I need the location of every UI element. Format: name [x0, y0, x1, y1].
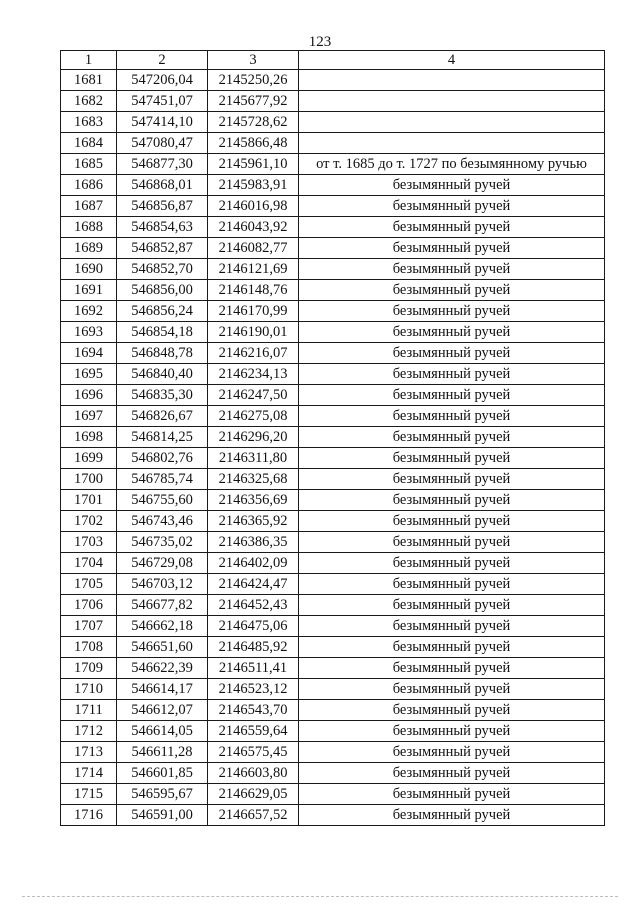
page-number: 123: [308, 34, 332, 50]
point-number-cell: 1690: [61, 259, 117, 280]
point-number-cell: 1687: [61, 196, 117, 217]
table-row: [61, 364, 605, 385]
x-coordinate-cell: 546703,12: [117, 574, 208, 595]
description-cell: безымянный ручей: [299, 805, 605, 826]
point-number-cell: 1705: [61, 574, 117, 595]
table-row: [61, 70, 605, 91]
x-coordinate-cell: 546814,25: [117, 427, 208, 448]
table-row: [61, 805, 605, 826]
x-coordinate-cell: 546735,02: [117, 532, 208, 553]
y-coordinate-cell: 2146234,13: [208, 364, 299, 385]
x-coordinate-cell: 546854,63: [117, 217, 208, 238]
description-cell: безымянный ручей: [299, 616, 605, 637]
table-header: [61, 51, 605, 70]
table-row: [61, 175, 605, 196]
y-coordinate-cell: 2146424,47: [208, 574, 299, 595]
x-coordinate-cell: 546852,70: [117, 259, 208, 280]
description-cell: безымянный ручей: [299, 721, 605, 742]
table-row: [61, 343, 605, 364]
coordinates-table: [60, 50, 605, 826]
point-number-cell: 1693: [61, 322, 117, 343]
table-row: [61, 532, 605, 553]
y-coordinate-cell: 2146121,69: [208, 259, 299, 280]
description-cell: безымянный ручей: [299, 679, 605, 700]
y-coordinate-cell: 2146657,52: [208, 805, 299, 826]
description-cell: безымянный ручей: [299, 574, 605, 595]
x-coordinate-cell: 546802,76: [117, 448, 208, 469]
y-coordinate-cell: 2146386,35: [208, 532, 299, 553]
description-cell: безымянный ручей: [299, 280, 605, 301]
table-row: [61, 784, 605, 805]
y-coordinate-cell: 2146216,07: [208, 343, 299, 364]
y-coordinate-cell: 2145728,62: [208, 112, 299, 133]
table-row: [61, 112, 605, 133]
point-number-cell: 1709: [61, 658, 117, 679]
table-row: [61, 322, 605, 343]
point-number-cell: 1695: [61, 364, 117, 385]
x-coordinate-cell: 547206,04: [117, 70, 208, 91]
point-number-cell: 1702: [61, 511, 117, 532]
x-coordinate-cell: 546785,74: [117, 469, 208, 490]
description-cell: безымянный ручей: [299, 322, 605, 343]
x-coordinate-cell: 546856,87: [117, 196, 208, 217]
description-cell: безымянный ручей: [299, 553, 605, 574]
x-coordinate-cell: 546614,17: [117, 679, 208, 700]
x-coordinate-cell: 546601,85: [117, 763, 208, 784]
point-number-cell: 1712: [61, 721, 117, 742]
y-coordinate-cell: 2146475,06: [208, 616, 299, 637]
table-row: [61, 679, 605, 700]
table-row: [61, 406, 605, 427]
point-number-cell: 1708: [61, 637, 117, 658]
description-cell: безымянный ручей: [299, 364, 605, 385]
y-coordinate-cell: 2146016,98: [208, 196, 299, 217]
y-coordinate-cell: 2145961,10: [208, 154, 299, 175]
x-coordinate-cell: 546729,08: [117, 553, 208, 574]
point-number-cell: 1689: [61, 238, 117, 259]
x-coordinate-cell: 546651,60: [117, 637, 208, 658]
table-row: [61, 742, 605, 763]
point-number-cell: 1699: [61, 448, 117, 469]
description-cell: [299, 70, 605, 91]
x-coordinate-cell: 547451,07: [117, 91, 208, 112]
table-row: [61, 301, 605, 322]
x-coordinate-cell: 546614,05: [117, 721, 208, 742]
x-coordinate-cell: 546835,30: [117, 385, 208, 406]
description-cell: безымянный ручей: [299, 217, 605, 238]
y-coordinate-cell: 2146247,50: [208, 385, 299, 406]
x-coordinate-cell: 546868,01: [117, 175, 208, 196]
y-coordinate-cell: 2146170,99: [208, 301, 299, 322]
table-row: [61, 616, 605, 637]
y-coordinate-cell: 2146356,69: [208, 490, 299, 511]
point-number-cell: 1706: [61, 595, 117, 616]
y-coordinate-cell: 2146603,80: [208, 763, 299, 784]
column-header-y: 3: [208, 51, 299, 70]
point-number-cell: 1685: [61, 154, 117, 175]
y-coordinate-cell: 2145866,48: [208, 133, 299, 154]
y-coordinate-cell: 2145250,26: [208, 70, 299, 91]
description-cell: [299, 91, 605, 112]
y-coordinate-cell: 2146043,92: [208, 217, 299, 238]
x-coordinate-cell: 546611,28: [117, 742, 208, 763]
table-row: [61, 469, 605, 490]
point-number-cell: 1704: [61, 553, 117, 574]
y-coordinate-cell: 2145677,92: [208, 91, 299, 112]
point-number-cell: 1713: [61, 742, 117, 763]
y-coordinate-cell: 2146325,68: [208, 469, 299, 490]
y-coordinate-cell: 2146629,05: [208, 784, 299, 805]
x-coordinate-cell: 546743,46: [117, 511, 208, 532]
description-cell: безымянный ручей: [299, 700, 605, 721]
x-coordinate-cell: 546662,18: [117, 616, 208, 637]
table-row: [61, 133, 605, 154]
x-coordinate-cell: 546612,07: [117, 700, 208, 721]
point-number-cell: 1703: [61, 532, 117, 553]
bottom-divider: [22, 896, 618, 897]
y-coordinate-cell: 2146311,80: [208, 448, 299, 469]
description-cell: безымянный ручей: [299, 343, 605, 364]
y-coordinate-cell: 2146190,01: [208, 322, 299, 343]
x-coordinate-cell: 546622,39: [117, 658, 208, 679]
description-cell: безымянный ручей: [299, 427, 605, 448]
y-coordinate-cell: 2146485,92: [208, 637, 299, 658]
column-header-point: 1: [61, 51, 117, 70]
point-number-cell: 1707: [61, 616, 117, 637]
description-cell: безымянный ручей: [299, 742, 605, 763]
table-row: [61, 91, 605, 112]
description-cell: безымянный ручей: [299, 490, 605, 511]
table-row: [61, 574, 605, 595]
header-row: [61, 51, 605, 70]
x-coordinate-cell: 546595,67: [117, 784, 208, 805]
point-number-cell: 1688: [61, 217, 117, 238]
table-row: [61, 511, 605, 532]
y-coordinate-cell: 2146402,09: [208, 553, 299, 574]
description-cell: безымянный ручей: [299, 637, 605, 658]
table-row: [61, 721, 605, 742]
point-number-cell: 1696: [61, 385, 117, 406]
point-number-cell: 1716: [61, 805, 117, 826]
table-row: [61, 217, 605, 238]
description-cell: безымянный ручей: [299, 511, 605, 532]
table-row: [61, 385, 605, 406]
table-row: [61, 637, 605, 658]
description-cell: безымянный ручей: [299, 763, 605, 784]
description-cell: безымянный ручей: [299, 385, 605, 406]
table-row: [61, 448, 605, 469]
point-number-cell: 1682: [61, 91, 117, 112]
point-number-cell: 1700: [61, 469, 117, 490]
point-number-cell: 1684: [61, 133, 117, 154]
point-number-cell: 1714: [61, 763, 117, 784]
x-coordinate-cell: 546877,30: [117, 154, 208, 175]
point-number-cell: 1683: [61, 112, 117, 133]
x-coordinate-cell: 546826,67: [117, 406, 208, 427]
y-coordinate-cell: 2146575,45: [208, 742, 299, 763]
point-number-cell: 1686: [61, 175, 117, 196]
description-cell: безымянный ручей: [299, 406, 605, 427]
y-coordinate-cell: 2146511,41: [208, 658, 299, 679]
x-coordinate-cell: 547414,10: [117, 112, 208, 133]
x-coordinate-cell: 546848,78: [117, 343, 208, 364]
y-coordinate-cell: 2146559,64: [208, 721, 299, 742]
point-number-cell: 1711: [61, 700, 117, 721]
point-number-cell: 1701: [61, 490, 117, 511]
y-coordinate-cell: 2146452,43: [208, 595, 299, 616]
description-cell: безымянный ручей: [299, 196, 605, 217]
x-coordinate-cell: 546677,82: [117, 595, 208, 616]
point-number-cell: 1692: [61, 301, 117, 322]
x-coordinate-cell: 546856,24: [117, 301, 208, 322]
point-number-cell: 1715: [61, 784, 117, 805]
table-row: [61, 280, 605, 301]
point-number-cell: 1681: [61, 70, 117, 91]
description-cell: [299, 112, 605, 133]
point-number-cell: 1710: [61, 679, 117, 700]
table-row: [61, 595, 605, 616]
description-cell: безымянный ручей: [299, 448, 605, 469]
y-coordinate-cell: 2146296,20: [208, 427, 299, 448]
table-row: [61, 259, 605, 280]
table-row: [61, 427, 605, 448]
y-coordinate-cell: 2146148,76: [208, 280, 299, 301]
table-row: [61, 658, 605, 679]
description-cell: безымянный ручей: [299, 658, 605, 679]
y-coordinate-cell: 2146543,70: [208, 700, 299, 721]
table-row: [61, 196, 605, 217]
description-cell: безымянный ручей: [299, 301, 605, 322]
x-coordinate-cell: 546755,60: [117, 490, 208, 511]
description-cell: безымянный ручей: [299, 532, 605, 553]
table-row: [61, 553, 605, 574]
x-coordinate-cell: 546852,87: [117, 238, 208, 259]
table-row: [61, 763, 605, 784]
description-cell: безымянный ручей: [299, 469, 605, 490]
y-coordinate-cell: 2146523,12: [208, 679, 299, 700]
point-number-cell: 1697: [61, 406, 117, 427]
description-cell: безымянный ручей: [299, 238, 605, 259]
description-cell: безымянный ручей: [299, 595, 605, 616]
description-cell: безымянный ручей: [299, 175, 605, 196]
table-body: [61, 70, 605, 826]
x-coordinate-cell: 546591,00: [117, 805, 208, 826]
x-coordinate-cell: 546856,00: [117, 280, 208, 301]
y-coordinate-cell: 2145983,91: [208, 175, 299, 196]
x-coordinate-cell: 546840,40: [117, 364, 208, 385]
point-number-cell: 1691: [61, 280, 117, 301]
description-cell: безымянный ручей: [299, 784, 605, 805]
column-header-description: 4: [299, 51, 605, 70]
table-row: [61, 238, 605, 259]
table-row: [61, 700, 605, 721]
table-row: [61, 490, 605, 511]
description-cell: безымянный ручей: [299, 259, 605, 280]
point-number-cell: 1694: [61, 343, 117, 364]
x-coordinate-cell: 547080,47: [117, 133, 208, 154]
description-cell: от т. 1685 до т. 1727 по безымянному ручью: [299, 154, 605, 175]
x-coordinate-cell: 546854,18: [117, 322, 208, 343]
column-header-x: 2: [117, 51, 208, 70]
y-coordinate-cell: 2146082,77: [208, 238, 299, 259]
point-number-cell: 1698: [61, 427, 117, 448]
y-coordinate-cell: 2146365,92: [208, 511, 299, 532]
table-row: [61, 154, 605, 175]
y-coordinate-cell: 2146275,08: [208, 406, 299, 427]
description-cell: [299, 133, 605, 154]
